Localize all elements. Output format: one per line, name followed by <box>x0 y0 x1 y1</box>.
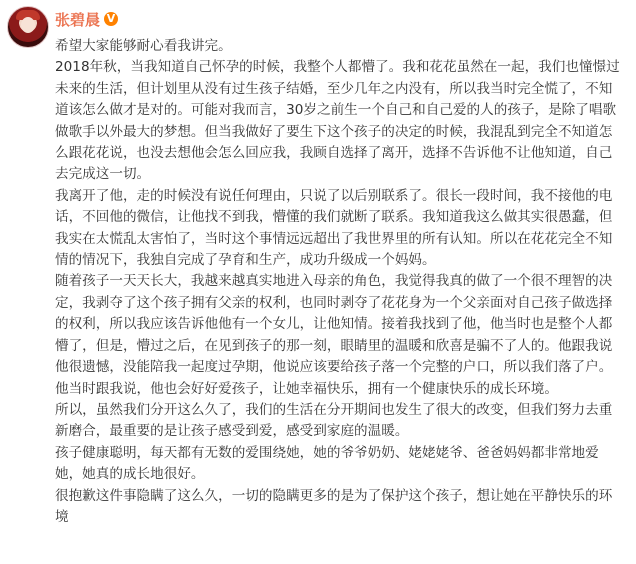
paragraph-5: 孩子健康聪明，每天都有无数的爱围绕她，她的爷爷奶奶、姥姥姥爷、爸爸妈妈都非常地爱她，她真的成长地很好。 <box>55 444 599 483</box>
paragraph-2: 我离开了他，走的时候没有说任何理由，只说了以后别联系了。很长一段时间，我不接他的电话，不回他的微信，让他找不到我，懵懂的我们就断了联系。我知道我这么做其实很愚蠢，但我实在太慌乱太害怕了，当时这个事情远远超出了我世界里的所有认知。所以在花花完全不知情的情况下，我独自完成了孕育和生产，成功升级成一个妈妈。 <box>55 187 613 269</box>
paragraph-intro: 希望大家能够耐心看我讲完。 <box>55 38 232 54</box>
verified-badge-icon: V <box>104 12 118 26</box>
post-content <box>55 36 624 528</box>
user-avatar[interactable] <box>7 6 49 48</box>
paragraph-6: 很抱歉这件事隐瞒了这么久，一切的隐瞒更多的是为了保护这个孩子，想让她在平静快乐的环境 <box>55 487 613 525</box>
paragraph-1: 2018年秋，当我知道自己怀孕的时候，我整个人都懵了。我和花花虽然在一起，我们也憧憬过未来的生活，但计划里从没有过生孩子结婚，至少几年之内没有，所以我当时完全慌了，不知道该怎么做才是对的。可能对我而言，30岁之前生一个自己和自己爱的人的孩子，是除了唱歌做歌手以外最大的梦想。但当我做好了要生下这个孩子的决定的时候，我混乱到完全不知道怎么跟花花说，也没去想他会怎么回应我，我顾自选择了离开，选择不告诉他不让他知道，自己去完成这一切。 <box>55 59 620 183</box>
post-header <box>55 0 624 36</box>
username-link[interactable]: 张碧晨 <box>55 10 101 29</box>
paragraph-4: 所以，虽然我们分开这么久了，我们的生活在分开期间也发生了很大的改变，但我们努力去重新磨合，最重要的是让孩子感受到爱，感受到家庭的温暖。 <box>55 401 613 440</box>
paragraph-3: 随着孩子一天天长大，我越来越真实地进入母亲的角色，我觉得我真的做了一个很不理智的决定，我剥夺了这个孩子拥有父亲的权利，也同时剥夺了花花身为一个父亲面对自己孩子做选择的权利，所以我应该告诉他他有一个女儿，让他知情。接着我找到了他，他当时也是整个人都懵了，但是，懵过之后，在见到孩子的那一刻，眼睛里的温暖和欣喜是骗不了人的。他跟我说他很遗憾，没能陪我一起度过孕期，他说应该要给孩子落一个完整的户口，所以我们落了户。他当时跟我说，他也会好好爱孩子，让她幸福快乐，拥有一个健康快乐的成长环境。 <box>55 273 613 397</box>
avatar-face-shape <box>21 17 35 33</box>
